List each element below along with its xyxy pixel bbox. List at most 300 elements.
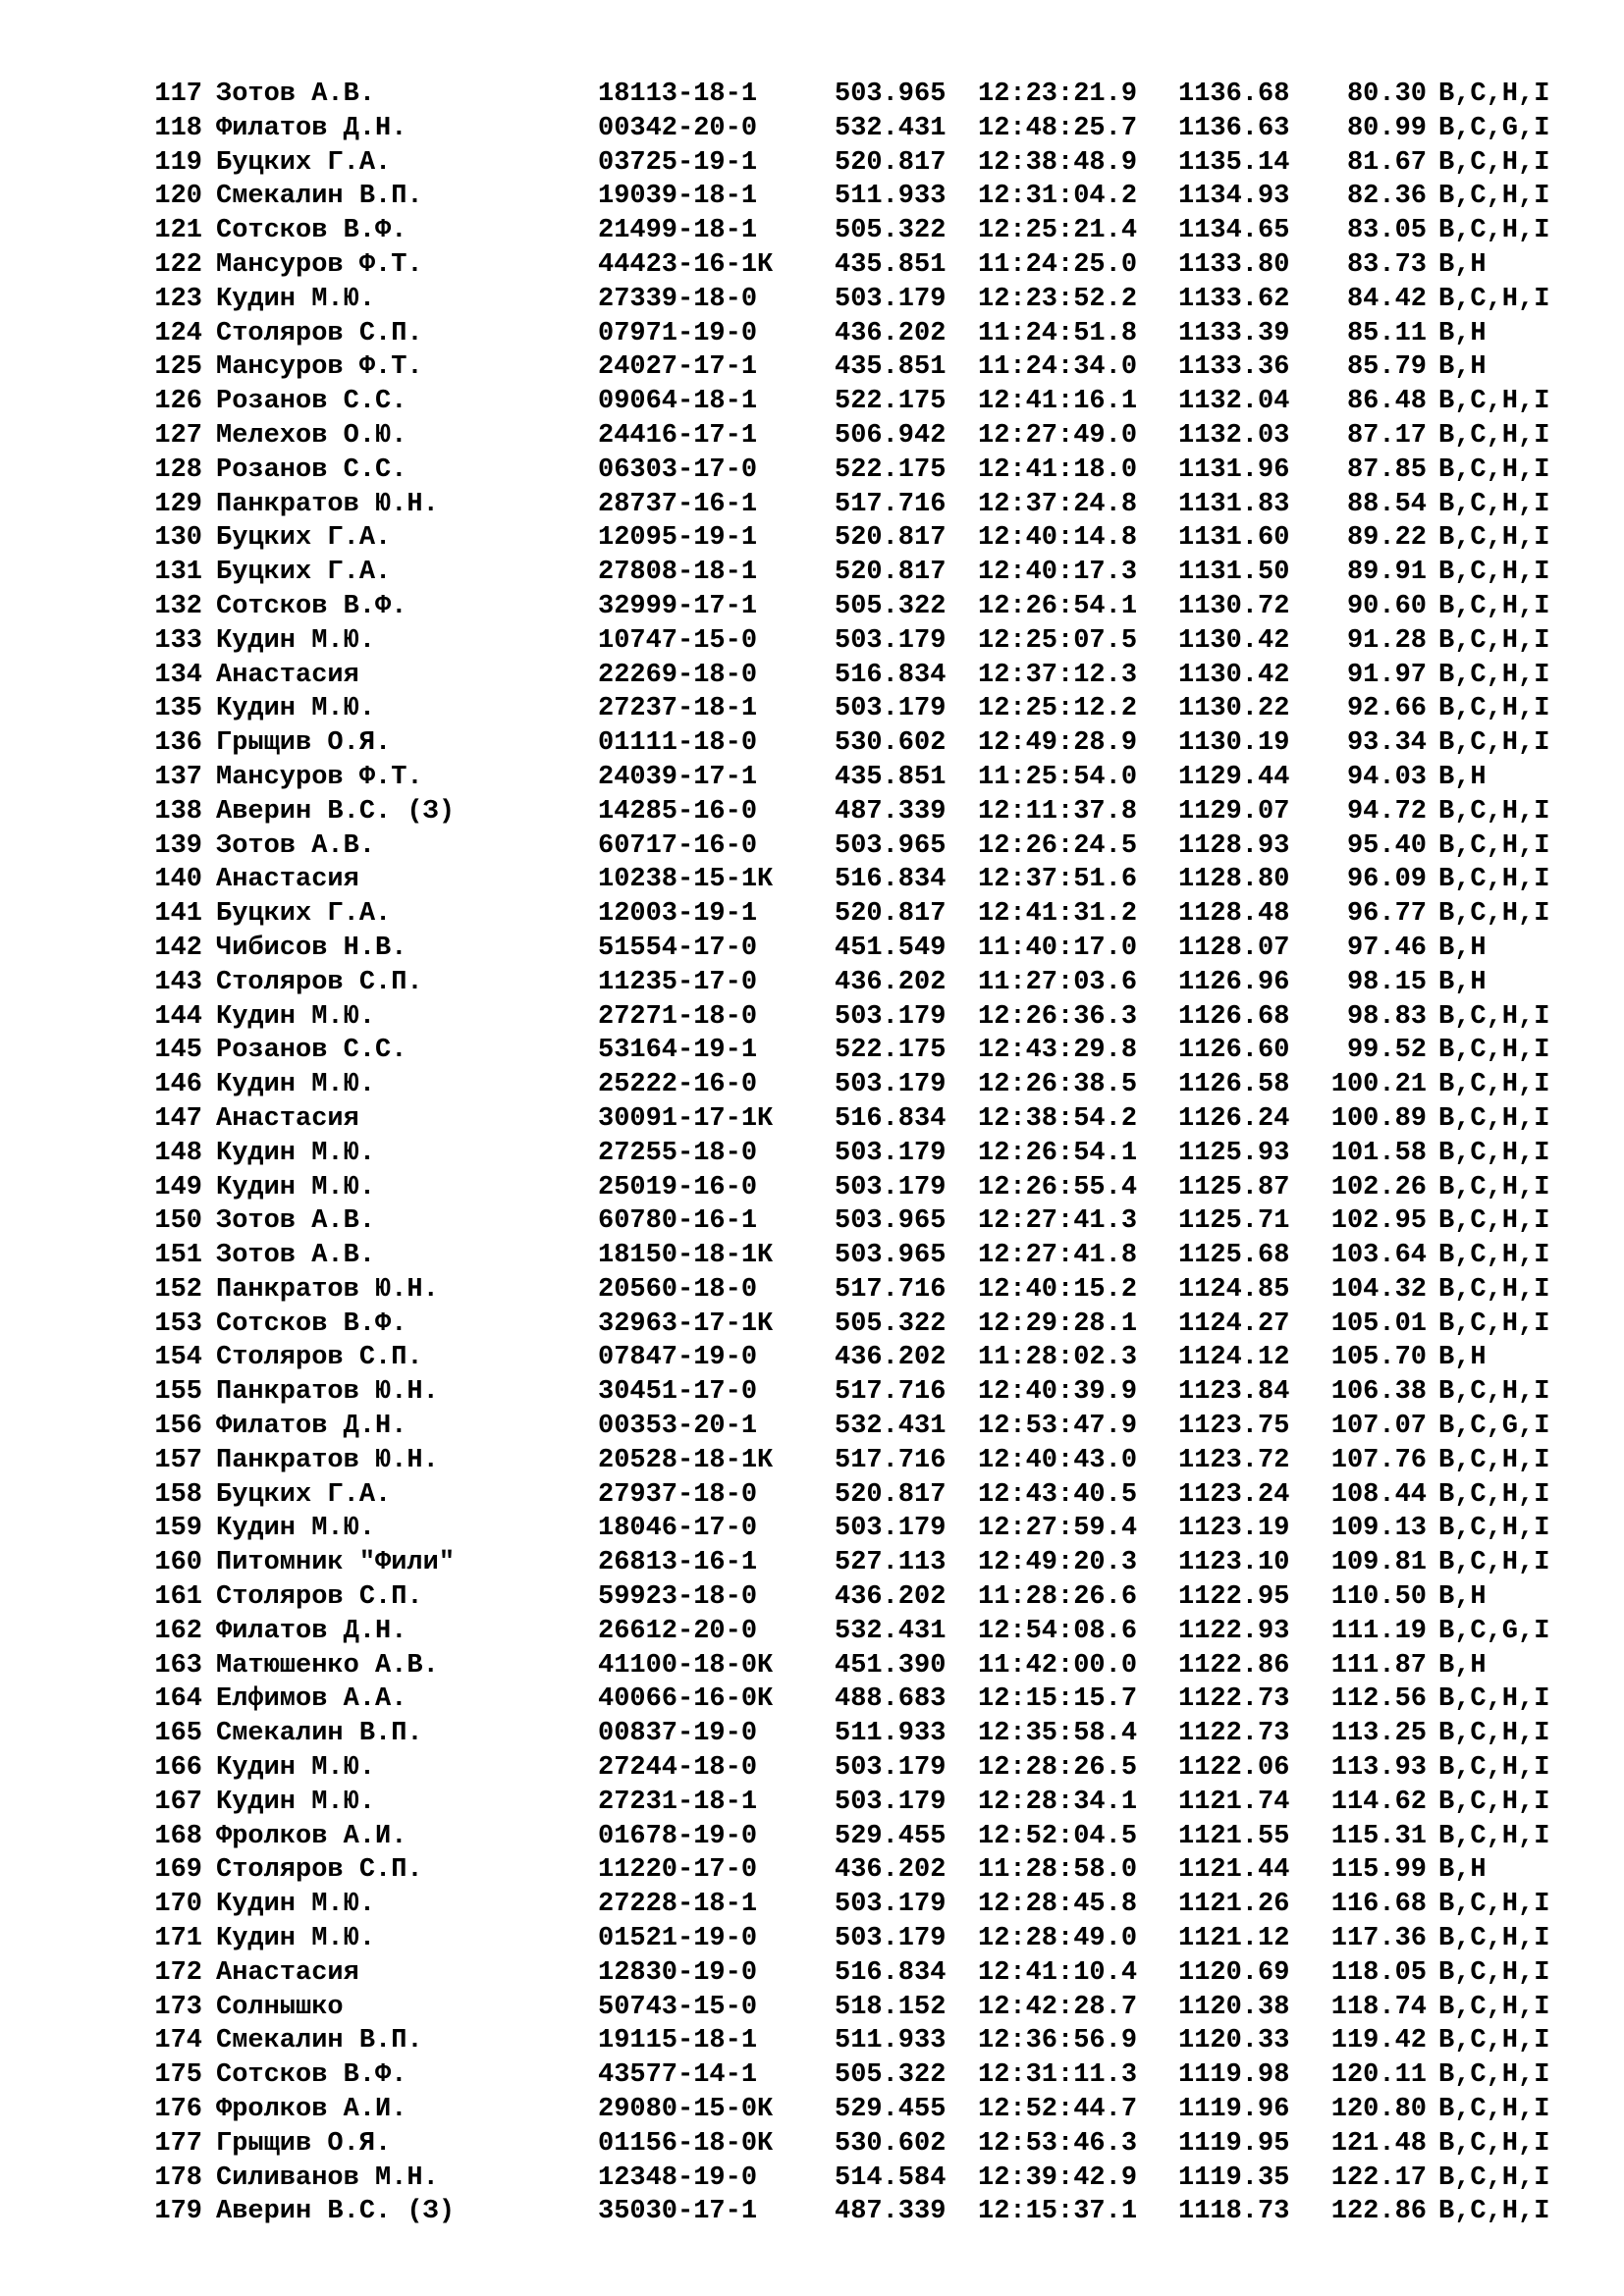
name-cell: Буцких Г.А. bbox=[216, 899, 392, 930]
ring-number-cell: 30091-17-1К bbox=[598, 1103, 774, 1134]
table-row bbox=[145, 1991, 1598, 2025]
points-cell: 115.31 bbox=[1330, 1821, 1427, 1851]
category-cell: B,C,H,I bbox=[1438, 1103, 1550, 1134]
category-cell: B,C,H,I bbox=[1438, 1308, 1550, 1339]
points-cell: 102.26 bbox=[1330, 1172, 1427, 1202]
arrival-time-cell: 12:25:12.2 bbox=[978, 694, 1138, 724]
category-cell: B,C,H,I bbox=[1438, 1172, 1550, 1202]
table-row bbox=[145, 829, 1598, 864]
arrival-time-cell: 11:28:58.0 bbox=[978, 1855, 1138, 1886]
speed-cell: 1124.27 bbox=[1178, 1308, 1290, 1339]
distance-cell: 436.202 bbox=[835, 318, 947, 348]
points-cell: 109.81 bbox=[1330, 1548, 1427, 1578]
ring-number-cell: 21499-18-1 bbox=[598, 216, 758, 246]
arrival-time-cell: 12:40:15.2 bbox=[978, 1274, 1138, 1305]
points-cell: 105.70 bbox=[1330, 1343, 1427, 1373]
speed-cell: 1123.10 bbox=[1178, 1548, 1290, 1578]
distance-cell: 517.716 bbox=[835, 1274, 947, 1305]
place-cell: 154 bbox=[154, 1343, 202, 1373]
arrival-time-cell: 12:25:07.5 bbox=[978, 625, 1138, 656]
table-row bbox=[145, 1444, 1598, 1478]
arrival-time-cell: 12:41:16.1 bbox=[978, 387, 1138, 417]
category-cell: B,C,H,I bbox=[1438, 830, 1550, 861]
points-cell: 122.86 bbox=[1330, 2197, 1427, 2227]
distance-cell: 503.179 bbox=[835, 1138, 947, 1168]
speed-cell: 1118.73 bbox=[1178, 2197, 1290, 2227]
name-cell: Сотсков В.Ф. bbox=[216, 1308, 407, 1339]
ring-number-cell: 27937-18-0 bbox=[598, 1479, 758, 1510]
ring-number-cell: 20560-18-0 bbox=[598, 1274, 758, 1305]
ring-number-cell: 20528-18-1К bbox=[598, 1445, 774, 1475]
speed-cell: 1119.98 bbox=[1178, 2060, 1290, 2091]
place-cell: 123 bbox=[154, 284, 202, 314]
arrival-time-cell: 12:37:12.3 bbox=[978, 660, 1138, 690]
ring-number-cell: 06303-17-0 bbox=[598, 454, 758, 485]
place-cell: 158 bbox=[154, 1479, 202, 1510]
points-cell: 80.30 bbox=[1346, 80, 1427, 109]
table-row bbox=[145, 1171, 1598, 1205]
distance-cell: 503.965 bbox=[835, 830, 947, 861]
arrival-time-cell: 12:28:45.8 bbox=[978, 1890, 1138, 1920]
table-row bbox=[145, 1239, 1598, 1273]
arrival-time-cell: 12:23:52.2 bbox=[978, 284, 1138, 314]
name-cell: Мансуров Ф.Т. bbox=[216, 352, 423, 383]
place-cell: 137 bbox=[154, 762, 202, 792]
ring-number-cell: 07847-19-0 bbox=[598, 1343, 758, 1373]
points-cell: 110.50 bbox=[1330, 1582, 1427, 1613]
place-cell: 151 bbox=[154, 1241, 202, 1271]
place-cell: 149 bbox=[154, 1172, 202, 1202]
points-cell: 107.76 bbox=[1330, 1445, 1427, 1475]
table-row bbox=[145, 1751, 1598, 1786]
name-cell: Аверин В.С. (З) bbox=[216, 796, 456, 827]
speed-cell: 1130.19 bbox=[1178, 728, 1290, 759]
place-cell: 135 bbox=[154, 694, 202, 724]
points-cell: 117.36 bbox=[1330, 1924, 1427, 1954]
speed-cell: 1126.96 bbox=[1178, 967, 1290, 997]
table-row bbox=[145, 1273, 1598, 1308]
name-cell: Кудин М.Ю. bbox=[216, 1924, 376, 1954]
distance-cell: 436.202 bbox=[835, 1855, 947, 1886]
category-cell: B,H bbox=[1438, 1650, 1487, 1681]
name-cell: Зотов А.В. bbox=[216, 1241, 376, 1271]
ring-number-cell: 00342-20-0 bbox=[598, 113, 758, 143]
ring-number-cell: 12830-19-0 bbox=[598, 1957, 758, 1988]
place-cell: 128 bbox=[154, 454, 202, 485]
place-cell: 155 bbox=[154, 1377, 202, 1408]
place-cell: 133 bbox=[154, 625, 202, 656]
arrival-time-cell: 12:40:39.9 bbox=[978, 1377, 1138, 1408]
table-row bbox=[145, 1649, 1598, 1683]
arrival-time-cell: 11:40:17.0 bbox=[978, 933, 1138, 963]
arrival-time-cell: 12:43:29.8 bbox=[978, 1036, 1138, 1066]
points-cell: 94.03 bbox=[1346, 762, 1427, 792]
name-cell: Чибисов Н.В. bbox=[216, 933, 407, 963]
name-cell: Кудин М.Ю. bbox=[216, 1138, 376, 1168]
place-cell: 148 bbox=[154, 1138, 202, 1168]
distance-cell: 503.179 bbox=[835, 1924, 947, 1954]
table-row bbox=[145, 1034, 1598, 1068]
table-row bbox=[145, 590, 1598, 624]
speed-cell: 1124.85 bbox=[1178, 1274, 1290, 1305]
place-cell: 177 bbox=[154, 2128, 202, 2159]
table-row bbox=[145, 454, 1598, 488]
ring-number-cell: 40066-16-0К bbox=[598, 1684, 774, 1715]
speed-cell: 1133.80 bbox=[1178, 249, 1290, 280]
place-cell: 165 bbox=[154, 1719, 202, 1749]
category-cell: B,C,H,I bbox=[1438, 558, 1550, 588]
name-cell: Буцких Г.А. bbox=[216, 147, 392, 178]
place-cell: 160 bbox=[154, 1548, 202, 1578]
category-cell: B,C,H,I bbox=[1438, 660, 1550, 690]
speed-cell: 1122.73 bbox=[1178, 1684, 1290, 1715]
ring-number-cell: 25019-16-0 bbox=[598, 1172, 758, 1202]
points-cell: 118.74 bbox=[1330, 1992, 1427, 2022]
points-cell: 88.54 bbox=[1346, 489, 1427, 519]
distance-cell: 503.179 bbox=[835, 284, 947, 314]
distance-cell: 505.322 bbox=[835, 591, 947, 621]
name-cell: Филатов Д.Н. bbox=[216, 1412, 407, 1442]
points-cell: 104.32 bbox=[1330, 1274, 1427, 1305]
arrival-time-cell: 12:26:24.5 bbox=[978, 830, 1138, 861]
speed-cell: 1120.33 bbox=[1178, 2026, 1290, 2056]
table-row bbox=[145, 932, 1598, 966]
table-row bbox=[145, 966, 1598, 1000]
name-cell: Панкратов Ю.Н. bbox=[216, 489, 439, 519]
distance-cell: 516.834 bbox=[835, 1957, 947, 1988]
category-cell: B,C,H,I bbox=[1438, 2026, 1550, 2056]
speed-cell: 1126.24 bbox=[1178, 1103, 1290, 1134]
points-cell: 108.44 bbox=[1330, 1479, 1427, 1510]
place-cell: 125 bbox=[154, 352, 202, 383]
arrival-time-cell: 12:49:28.9 bbox=[978, 728, 1138, 759]
points-cell: 116.68 bbox=[1330, 1890, 1427, 1920]
table-row bbox=[145, 521, 1598, 556]
name-cell: Анастасия bbox=[216, 1103, 359, 1134]
speed-cell: 1120.38 bbox=[1178, 1992, 1290, 2022]
name-cell: Панкратов Ю.Н. bbox=[216, 1377, 439, 1408]
place-cell: 131 bbox=[154, 558, 202, 588]
table-row bbox=[145, 1888, 1598, 1922]
ring-number-cell: 00837-19-0 bbox=[598, 1719, 758, 1749]
arrival-time-cell: 12:15:15.7 bbox=[978, 1684, 1138, 1715]
name-cell: Елфимов А.А. bbox=[216, 1684, 407, 1715]
category-cell: B,C,H,I bbox=[1438, 1753, 1550, 1784]
category-cell: B,C,H,I bbox=[1438, 1274, 1550, 1305]
arrival-time-cell: 12:40:17.3 bbox=[978, 558, 1138, 588]
points-cell: 114.62 bbox=[1330, 1787, 1427, 1817]
ring-number-cell: 01156-18-0К bbox=[598, 2128, 774, 2159]
ring-number-cell: 43577-14-1 bbox=[598, 2060, 758, 2091]
distance-cell: 503.179 bbox=[835, 1001, 947, 1032]
distance-cell: 516.834 bbox=[835, 865, 947, 895]
distance-cell: 503.965 bbox=[835, 1241, 947, 1271]
place-cell: 157 bbox=[154, 1445, 202, 1475]
points-cell: 98.83 bbox=[1346, 1001, 1427, 1032]
points-cell: 89.91 bbox=[1346, 558, 1427, 588]
speed-cell: 1122.73 bbox=[1178, 1719, 1290, 1749]
ring-number-cell: 03725-19-1 bbox=[598, 147, 758, 178]
name-cell: Анастасия bbox=[216, 660, 359, 690]
arrival-time-cell: 12:38:54.2 bbox=[978, 1103, 1138, 1134]
name-cell: Зотов А.В. bbox=[216, 830, 376, 861]
table-row bbox=[145, 488, 1598, 522]
place-cell: 140 bbox=[154, 865, 202, 895]
place-cell: 176 bbox=[154, 2095, 202, 2125]
category-cell: B,C,H,I bbox=[1438, 147, 1550, 178]
points-cell: 107.07 bbox=[1330, 1412, 1427, 1442]
table-row bbox=[145, 624, 1598, 659]
speed-cell: 1136.68 bbox=[1178, 80, 1290, 109]
points-cell: 112.56 bbox=[1330, 1684, 1427, 1715]
speed-cell: 1125.71 bbox=[1178, 1206, 1290, 1237]
place-cell: 142 bbox=[154, 933, 202, 963]
speed-cell: 1128.80 bbox=[1178, 865, 1290, 895]
ring-number-cell: 35030-17-1 bbox=[598, 2197, 758, 2227]
points-cell: 85.11 bbox=[1346, 318, 1427, 348]
arrival-time-cell: 12:31:11.3 bbox=[978, 2060, 1138, 2091]
category-cell: B,C,H,I bbox=[1438, 420, 1550, 451]
points-cell: 85.79 bbox=[1346, 352, 1427, 383]
ring-number-cell: 27339-18-0 bbox=[598, 284, 758, 314]
distance-cell: 520.817 bbox=[835, 1479, 947, 1510]
category-cell: B,C,H,I bbox=[1438, 1206, 1550, 1237]
name-cell: Питомник "Фили" bbox=[216, 1548, 456, 1578]
distance-cell: 517.716 bbox=[835, 1445, 947, 1475]
points-cell: 89.22 bbox=[1346, 523, 1427, 554]
category-cell: B,C,H,I bbox=[1438, 216, 1550, 246]
points-cell: 94.72 bbox=[1346, 796, 1427, 827]
points-cell: 119.42 bbox=[1330, 2026, 1427, 2056]
points-cell: 96.09 bbox=[1346, 865, 1427, 895]
category-cell: B,H bbox=[1438, 1855, 1487, 1886]
points-cell: 91.97 bbox=[1346, 660, 1427, 690]
speed-cell: 1121.44 bbox=[1178, 1855, 1290, 1886]
distance-cell: 503.179 bbox=[835, 1787, 947, 1817]
points-cell: 98.15 bbox=[1346, 967, 1427, 997]
ring-number-cell: 07971-19-0 bbox=[598, 318, 758, 348]
category-cell: B,H bbox=[1438, 1582, 1487, 1613]
arrival-time-cell: 12:48:25.7 bbox=[978, 113, 1138, 143]
arrival-time-cell: 12:27:41.8 bbox=[978, 1241, 1138, 1271]
distance-cell: 506.942 bbox=[835, 420, 947, 451]
name-cell: Сотсков В.Ф. bbox=[216, 591, 407, 621]
points-cell: 97.46 bbox=[1346, 933, 1427, 963]
distance-cell: 511.933 bbox=[835, 1719, 947, 1749]
distance-cell: 435.851 bbox=[835, 762, 947, 792]
distance-cell: 520.817 bbox=[835, 523, 947, 554]
speed-cell: 1126.60 bbox=[1178, 1036, 1290, 1066]
ring-number-cell: 27228-18-1 bbox=[598, 1890, 758, 1920]
speed-cell: 1125.93 bbox=[1178, 1138, 1290, 1168]
category-cell: B,H bbox=[1438, 967, 1487, 997]
category-cell: B,C,H,I bbox=[1438, 1787, 1550, 1817]
speed-cell: 1134.93 bbox=[1178, 182, 1290, 212]
table-row bbox=[145, 1682, 1598, 1717]
arrival-time-cell: 12:41:18.0 bbox=[978, 454, 1138, 485]
arrival-time-cell: 12:27:59.4 bbox=[978, 1514, 1138, 1544]
arrival-time-cell: 11:24:51.8 bbox=[978, 318, 1138, 348]
arrival-time-cell: 12:38:48.9 bbox=[978, 147, 1138, 178]
ring-number-cell: 10747-15-0 bbox=[598, 625, 758, 656]
category-cell: B,C,H,I bbox=[1438, 1070, 1550, 1100]
ring-number-cell: 12095-19-1 bbox=[598, 523, 758, 554]
speed-cell: 1121.55 bbox=[1178, 1821, 1290, 1851]
ring-number-cell: 11220-17-0 bbox=[598, 1855, 758, 1886]
category-cell: B,C,H,I bbox=[1438, 728, 1550, 759]
place-cell: 178 bbox=[154, 2163, 202, 2193]
place-cell: 147 bbox=[154, 1103, 202, 1134]
speed-cell: 1136.63 bbox=[1178, 113, 1290, 143]
ring-number-cell: 12003-19-1 bbox=[598, 899, 758, 930]
name-cell: Грыщив О.Я. bbox=[216, 2128, 392, 2159]
ring-number-cell: 27808-18-1 bbox=[598, 558, 758, 588]
place-cell: 163 bbox=[154, 1650, 202, 1681]
points-cell: 82.36 bbox=[1346, 182, 1427, 212]
table-row bbox=[145, 1102, 1598, 1137]
arrival-time-cell: 12:54:08.6 bbox=[978, 1616, 1138, 1646]
category-cell: B,C,H,I bbox=[1438, 1719, 1550, 1749]
table-row bbox=[145, 214, 1598, 248]
place-cell: 161 bbox=[154, 1582, 202, 1613]
table-row bbox=[145, 385, 1598, 419]
speed-cell: 1130.72 bbox=[1178, 591, 1290, 621]
ring-number-cell: 29080-15-0К bbox=[598, 2095, 774, 2125]
speed-cell: 1135.14 bbox=[1178, 147, 1290, 178]
place-cell: 153 bbox=[154, 1308, 202, 1339]
arrival-time-cell: 12:25:21.4 bbox=[978, 216, 1138, 246]
place-cell: 117 bbox=[154, 80, 202, 109]
name-cell: Кудин М.Ю. bbox=[216, 1514, 376, 1544]
category-cell: B,C,H,I bbox=[1438, 182, 1550, 212]
ring-number-cell: 26612-20-0 bbox=[598, 1616, 758, 1646]
distance-cell: 451.549 bbox=[835, 933, 947, 963]
speed-cell: 1125.87 bbox=[1178, 1172, 1290, 1202]
name-cell: Сотсков В.Ф. bbox=[216, 216, 407, 246]
arrival-time-cell: 12:23:21.9 bbox=[978, 80, 1138, 109]
category-cell: B,H bbox=[1438, 1343, 1487, 1373]
place-cell: 118 bbox=[154, 113, 202, 143]
name-cell: Мелехов О.Ю. bbox=[216, 420, 407, 451]
speed-cell: 1126.68 bbox=[1178, 1001, 1290, 1032]
category-cell: B,C,H,I bbox=[1438, 1890, 1550, 1920]
table-row bbox=[145, 78, 1598, 112]
ring-number-cell: 10238-15-1К bbox=[598, 865, 774, 895]
place-cell: 120 bbox=[154, 182, 202, 212]
distance-cell: 517.716 bbox=[835, 489, 947, 519]
category-cell: B,C,H,I bbox=[1438, 1514, 1550, 1544]
category-cell: B,C,H,I bbox=[1438, 1241, 1550, 1271]
place-cell: 150 bbox=[154, 1206, 202, 1237]
arrival-time-cell: 11:24:34.0 bbox=[978, 352, 1138, 383]
place-cell: 169 bbox=[154, 1855, 202, 1886]
category-cell: B,C,H,I bbox=[1438, 523, 1550, 554]
name-cell: Силиванов М.Н. bbox=[216, 2163, 439, 2193]
speed-cell: 1119.35 bbox=[1178, 2163, 1290, 2193]
speed-cell: 1128.48 bbox=[1178, 899, 1290, 930]
arrival-time-cell: 11:27:03.6 bbox=[978, 967, 1138, 997]
place-cell: 152 bbox=[154, 1274, 202, 1305]
points-cell: 120.80 bbox=[1330, 2095, 1427, 2125]
name-cell: Мансуров Ф.Т. bbox=[216, 762, 423, 792]
name-cell: Анастасия bbox=[216, 865, 359, 895]
speed-cell: 1123.19 bbox=[1178, 1514, 1290, 1544]
name-cell: Грыщив О.Я. bbox=[216, 728, 392, 759]
name-cell: Кудин М.Ю. bbox=[216, 1787, 376, 1817]
table-row bbox=[145, 1410, 1598, 1444]
points-cell: 118.05 bbox=[1330, 1957, 1427, 1988]
table-row bbox=[145, 2024, 1598, 2058]
name-cell: Кудин М.Ю. bbox=[216, 1070, 376, 1100]
table-row bbox=[145, 897, 1598, 932]
name-cell: Фролков А.И. bbox=[216, 2095, 407, 2125]
category-cell: B,C,H,I bbox=[1438, 387, 1550, 417]
distance-cell: 529.455 bbox=[835, 1821, 947, 1851]
place-cell: 173 bbox=[154, 1992, 202, 2022]
speed-cell: 1126.58 bbox=[1178, 1070, 1290, 1100]
ring-number-cell: 41100-18-0К bbox=[598, 1650, 774, 1681]
ring-number-cell: 12348-19-0 bbox=[598, 2163, 758, 2193]
category-cell: B,H bbox=[1438, 352, 1487, 383]
speed-cell: 1131.60 bbox=[1178, 523, 1290, 554]
category-cell: B,C,H,I bbox=[1438, 454, 1550, 485]
place-cell: 134 bbox=[154, 660, 202, 690]
table-row bbox=[145, 2162, 1598, 2196]
distance-cell: 505.322 bbox=[835, 216, 947, 246]
distance-cell: 522.175 bbox=[835, 454, 947, 485]
speed-cell: 1121.12 bbox=[1178, 1924, 1290, 1954]
points-cell: 113.25 bbox=[1330, 1719, 1427, 1749]
distance-cell: 520.817 bbox=[835, 558, 947, 588]
ring-number-cell: 60780-16-1 bbox=[598, 1206, 758, 1237]
place-cell: 127 bbox=[154, 420, 202, 451]
speed-cell: 1133.62 bbox=[1178, 284, 1290, 314]
name-cell: Мансуров Ф.Т. bbox=[216, 249, 423, 280]
table-row bbox=[145, 1580, 1598, 1615]
name-cell: Столяров С.П. bbox=[216, 967, 423, 997]
speed-cell: 1123.84 bbox=[1178, 1377, 1290, 1408]
distance-cell: 529.455 bbox=[835, 2095, 947, 2125]
table-row bbox=[145, 2058, 1598, 2093]
speed-cell: 1132.04 bbox=[1178, 387, 1290, 417]
category-cell: B,C,H,I bbox=[1438, 2060, 1550, 2091]
table-row bbox=[145, 419, 1598, 454]
ring-number-cell: 14285-16-0 bbox=[598, 796, 758, 827]
name-cell: Филатов Д.Н. bbox=[216, 113, 407, 143]
place-cell: 174 bbox=[154, 2026, 202, 2056]
arrival-time-cell: 11:24:25.0 bbox=[978, 249, 1138, 280]
arrival-time-cell: 12:28:26.5 bbox=[978, 1753, 1138, 1784]
arrival-time-cell: 12:26:55.4 bbox=[978, 1172, 1138, 1202]
ring-number-cell: 11235-17-0 bbox=[598, 967, 758, 997]
name-cell: Кудин М.Ю. bbox=[216, 1890, 376, 1920]
speed-cell: 1128.93 bbox=[1178, 830, 1290, 861]
ring-number-cell: 26813-16-1 bbox=[598, 1548, 758, 1578]
arrival-time-cell: 12:31:04.2 bbox=[978, 182, 1138, 212]
category-cell: B,C,H,I bbox=[1438, 865, 1550, 895]
table-row bbox=[145, 1341, 1598, 1375]
name-cell: Розанов С.С. bbox=[216, 1036, 407, 1066]
name-cell: Матюшенко А.В. bbox=[216, 1650, 439, 1681]
speed-cell: 1123.75 bbox=[1178, 1412, 1290, 1442]
arrival-time-cell: 12:40:43.0 bbox=[978, 1445, 1138, 1475]
points-cell: 96.77 bbox=[1346, 899, 1427, 930]
arrival-time-cell: 11:28:02.3 bbox=[978, 1343, 1138, 1373]
name-cell: Филатов Д.Н. bbox=[216, 1616, 407, 1646]
arrival-time-cell: 12:26:36.3 bbox=[978, 1001, 1138, 1032]
place-cell: 122 bbox=[154, 249, 202, 280]
place-cell: 168 bbox=[154, 1821, 202, 1851]
